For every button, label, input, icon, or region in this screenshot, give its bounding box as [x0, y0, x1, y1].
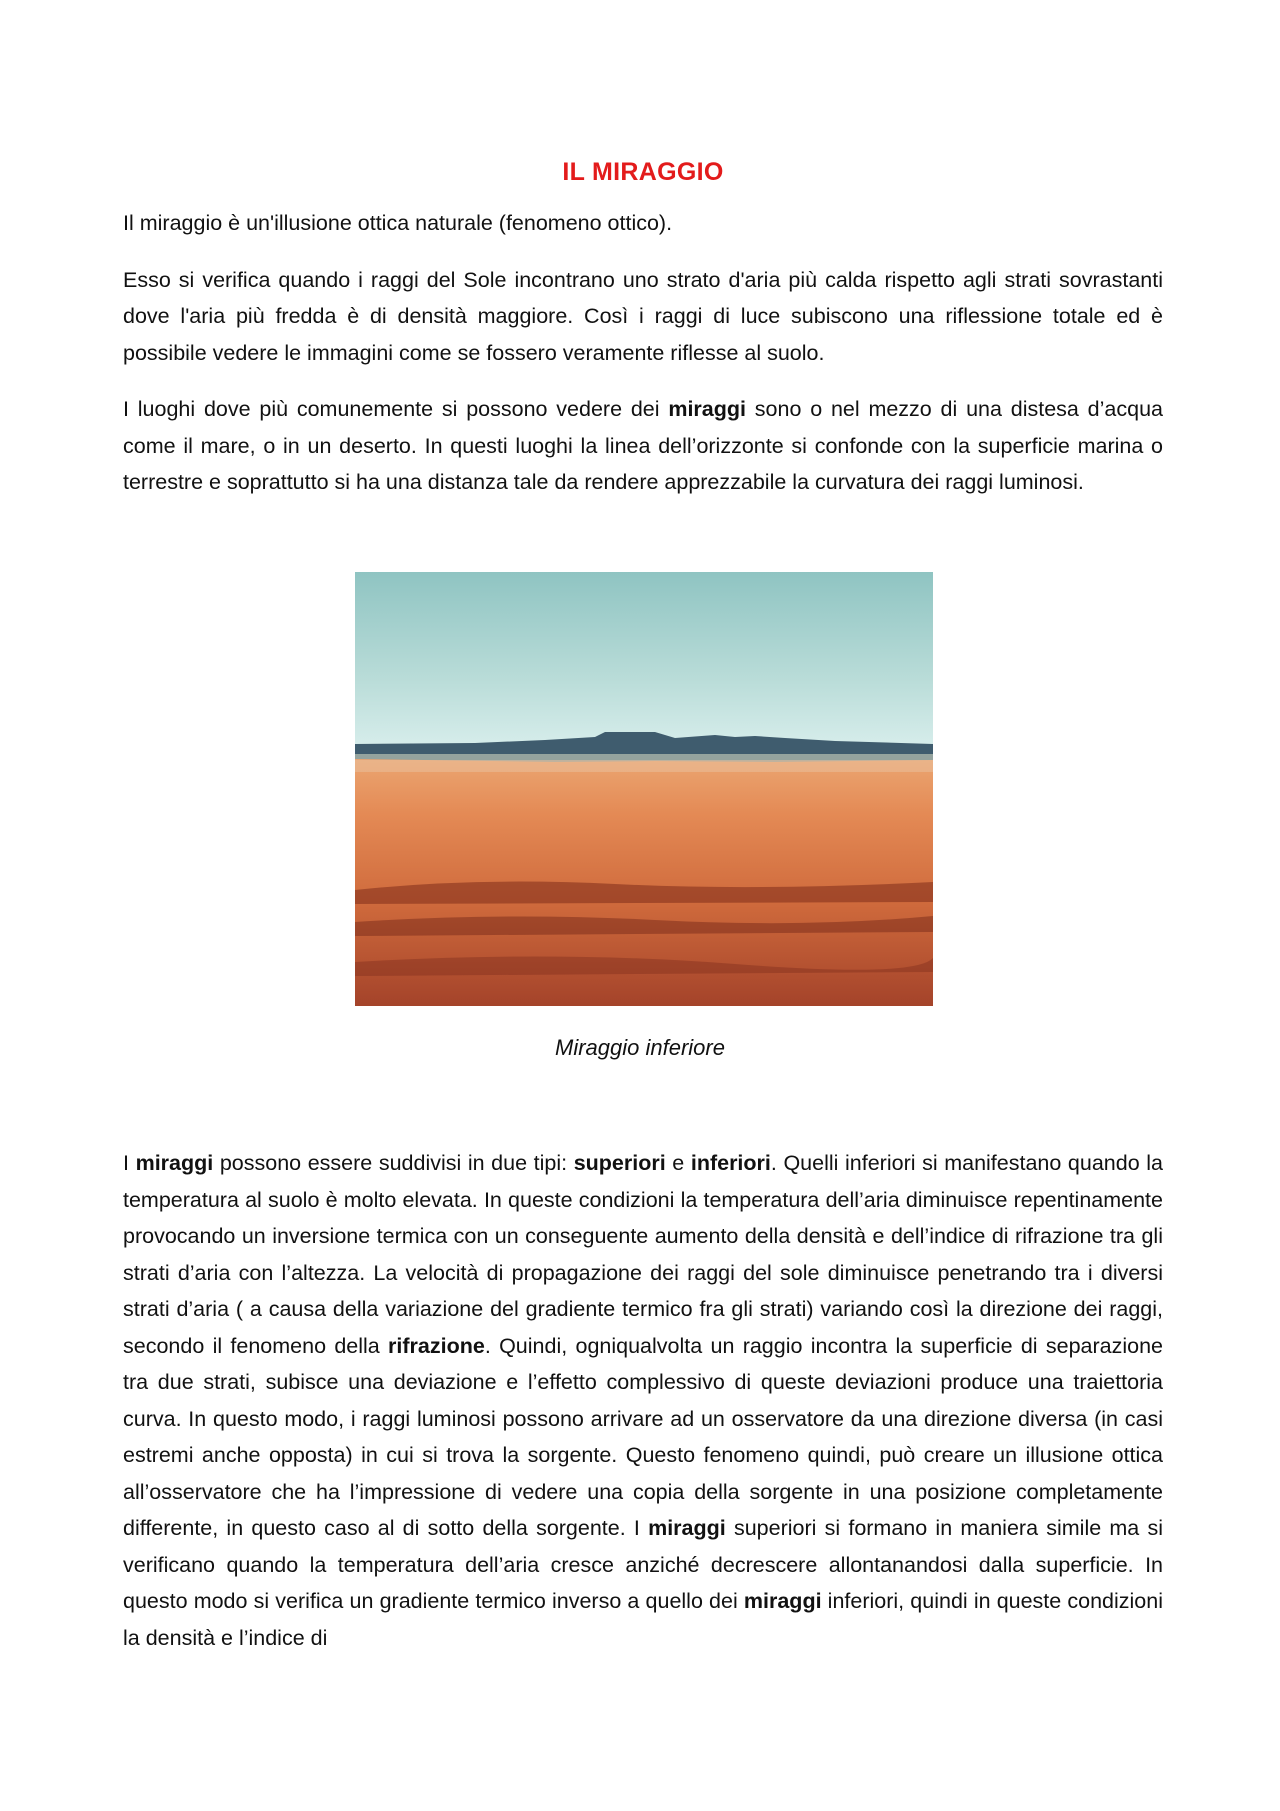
bold-term: miraggi — [135, 1151, 214, 1175]
paragraph-explanation: Esso si verifica quando i raggi del Sole incontrano uno strato d'aria più calda rispetto agli strati sovrastanti dove l'aria più fredda è di densità maggiore. Così i raggi di luce subiscono una riflessione totale ed è possibile vedere le immagini come se fossero veramente riflesse al suolo. — [123, 267, 1163, 365]
text-run: inferiori, quindi in queste condizioni la densità e l’indice di — [123, 1589, 1163, 1650]
bold-term: superiori — [573, 1151, 666, 1175]
text-run: e — [665, 1151, 691, 1175]
text-run: sono o nel mezzo di una distesa d’acqua come il mare, o in un deserto. In questi luoghi la linea dell’orizzonte si confonde con la superficie marina o terrestre e soprattutto si ha una distanza tale da rendere apprezzabile la curvatura dei raggi luminosi. — [123, 397, 1163, 494]
text-run: superiori si formano in maniera simile ma si verificano quando la temperatura dell’aria cresce anziché decrescere allontanandosi dalla superficie. In questo modo si verifica un gradiente termico inverso a quello dei — [123, 1516, 1163, 1613]
sky-area — [355, 572, 933, 750]
bold-term: inferiori — [690, 1151, 771, 1175]
paragraph-intro: Il miraggio è un'illusione ottica naturale (fenomeno ottico). — [123, 211, 673, 235]
figure-caption: Miraggio inferiore — [555, 1035, 725, 1060]
paragraph-types — [123, 1145, 1163, 1656]
text-run: possono essere suddivisi in due tipi: — [213, 1151, 574, 1175]
page-title: IL MIRAGGIO — [562, 158, 724, 186]
paragraph-locations — [123, 391, 1163, 501]
haze-band — [355, 760, 933, 772]
text-run: . Quindi, ogniqualvolta un raggio incontra la superficie di separazione tra due strati, subisce una deviazione e l’effetto complessivo di queste deviazioni produce una traiettoria curva. In questo modo, i raggi luminosi possono arrivare ad un osservatore da una direzione diversa (in casi estremi anche opposta) in cui si trova la sorgente. Questo fenomeno quindi, può creare un illusione ottica all’osservatore che ha l’impressione di vedere una copia della sorgente in una posizione completamente differente, in questo caso al di sotto della sorgente. I — [123, 1333, 1163, 1540]
document-continuation — [123, 1145, 1163, 1676]
text-run: I — [123, 1151, 136, 1175]
bold-term: miraggi — [743, 1589, 822, 1613]
mirage-photo — [355, 572, 933, 1006]
text-run: . Quelli inferiori si manifestano quando la temperatura al suolo è molto elevata. In queste condizioni la temperatura dell’aria diminuisce repentinamente provocando un inversione termica con un conseguente aumento della densità e dell’indice di rifrazione tra gli strati d’aria con l’altezza. La velocità di propagazione dei raggi del sole diminuisce penetrando tra i diversi strati d’aria ( a causa della variazione del gradiente termico fra gli strati) variando così la direzione dei raggi, secondo il fenomeno della — [123, 1151, 1163, 1358]
bold-term: miraggi — [668, 397, 746, 421]
document-page — [123, 155, 1163, 521]
text-run: I luoghi dove più comunemente si possono vedere dei — [123, 397, 669, 421]
bold-term: rifrazione — [388, 1333, 485, 1358]
bold-term: miraggi — [648, 1516, 726, 1540]
